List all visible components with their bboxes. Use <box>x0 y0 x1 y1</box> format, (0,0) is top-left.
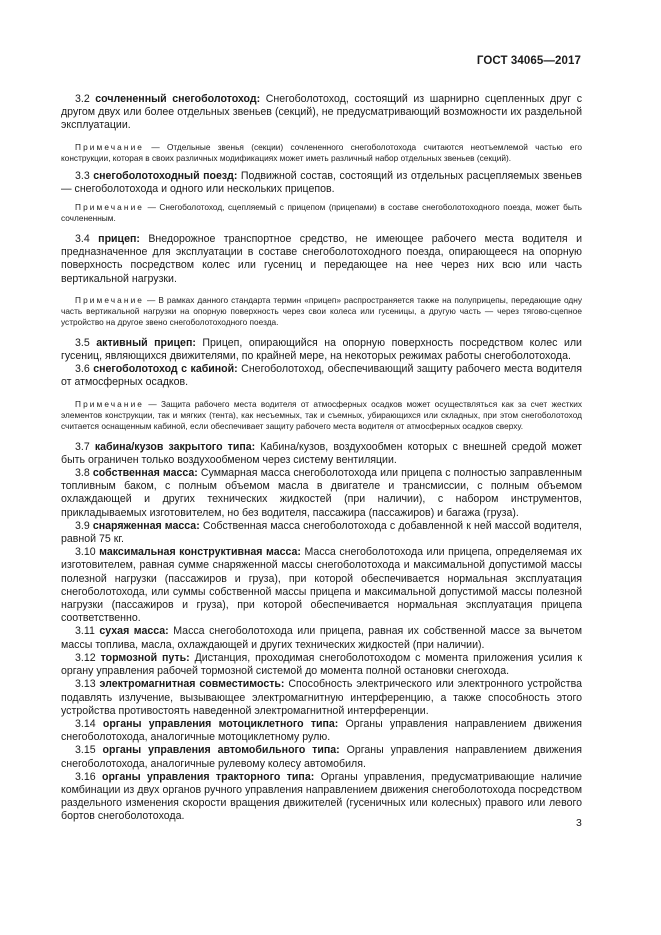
note-3-6: Примечание — Защита рабочего места водителя от атмосферных осадков может осуществляться как за счет жестких элементов конструкции, так и мягких (тента), как несъемных, так и съемных, убирающихся или складных, при этом снегоболотоход считается оснащенным кабиной, если обеспечивает защиту рабочего места водителя от атмосферных осадков сверху. <box>61 398 582 431</box>
term-3-2: 3.2 сочлененный снегоболотоход: Снегоболотоход, состоящий из шарнирно сцепленных друг с другом двух или более отдельных звеньев (секций), не предусматривающий возможности их раздельной эксплуатации. <box>61 93 582 132</box>
term-3-3: 3.3 снегоболотоходный поезд: Подвижной состав, состоящий из отдельных расцепляемых звеньев — снегоболотохода и одного или нескольких прицепов. <box>61 169 582 195</box>
term-3-16: 3.16 органы управления тракторного типа: Органы управления, предусматривающие наличие комбинации из двух органов ручного управления направлением движения снегоболотохода посредством раздельного изменения скорости вращения движителей (гусеничных или колесных) правого или левого бортов снегоболотохода. <box>61 770 582 823</box>
document-code: ГОСТ 34065—2017 <box>476 55 581 67</box>
term-3-5: 3.5 активный прицеп: Прицеп, опирающийся на опорную поверхность посредством колес или гусениц, являющихся движителями, по крайней мере, на некоторых режимах работы снегоболотохода. <box>61 336 582 363</box>
term-3-6: 3.6 снегоболотоход с кабиной: Снегоболотоход, обеспечивающий защиту рабочего места водителя от атмосферных осадков. <box>61 363 582 389</box>
term-3-15: 3.15 органы управления автомобильного типа: Органы управления направлением движения снегоболотохода, аналогичные рулевому колесу автомобиля. <box>61 744 582 770</box>
term-3-9: 3.9 снаряженная масса: Собственная масса снегоболотохода с добавленной к ней массой водителя, равной 75 кг. <box>61 519 582 546</box>
term-3-8: 3.8 собственная масса: Суммарная масса снегоболотохода или прицепа с полностью заправленным топливным баком, с полным объемом масла в двигателе и трансмиссии, с полным объемом охлаждающей и других технических жидкостей (при наличии), с набором инструментов, прикладываемых изготовителем, но без водителя, пассажира (пассажиров) и багажа (груза). <box>61 467 582 519</box>
term-3-12: 3.12 тормозной путь: Дистанция, проходимая снегоболотоходом с момента приложения усилия к органу управления рабочей тормозной системой до момента полной остановки снегохода. <box>61 651 582 678</box>
term-3-4: 3.4 прицеп: Внедорожное транспортное средство, не имеющее рабочего места водителя и предназначенное для эксплуатации в составе снегоболотоходного поезда, опирающееся на опорную поверхность посредством колес или гусениц и передающее на нее через них всю или часть вертикальной нагрузки. <box>61 233 582 285</box>
note-3-3: Примечание — Снегоболотоход, сцепляемый с прицепом (прицепами) в составе снегоболотоходного поезда, может быть сочлененным. <box>61 202 582 224</box>
term-3-10: 3.10 максимальная конструктивная масса: Масса снегоболотохода или прицепа, определяемая их изготовителем, равная сумме снаряженной массы снегоболотохода и максимальной допустимой массы полезной нагрузки (пассажиров и груза), при которой обеспечивается нормальная эксплуатация снегоболотохода, или суммы собственной массы прицепа и максимальной допустимой массы полезной нагрузки (пассажиров и груза), при которой обеспечивается нормальная эксплуатация прицепа соответственно. <box>61 546 582 625</box>
document-body <box>61 93 582 824</box>
page-number: 3 <box>576 817 582 829</box>
term-3-7: 3.7 кабина/кузов закрытого типа: Кабина/кузов, воздухообмен которых с внешней средой может быть ограничен только воздухообменом через систему вентиляции. <box>61 440 582 466</box>
term-3-13: 3.13 электромагнитная совместимость: Способность электрического или электронного устройства подавлять излучение, вызывающее электромагнитную интерференцию, а также способность этого устройства противостоять наведенной электромагнитной интерференции. <box>61 678 582 717</box>
term-3-11: 3.11 сухая масса: Масса снегоболотохода или прицепа, равная их собственной массе за вычетом массы топлива, масла, охлаждающей и других технических жидкостей (при наличии). <box>61 625 582 651</box>
term-3-14: 3.14 органы управления мотоциклетного типа: Органы управления направлением движения снегоболотохода, аналогичные мотоциклетному рулю. <box>61 717 582 744</box>
note-3-4: Примечание — В рамках данного стандарта термин «прицеп» распространяется также на полуприцепы, передающие одну часть вертикальной нагрузки на опорную поверхность через свои колеса или гусеницы, а другую часть — через тягово-сцепное устройство на другое звено снегоболотоходного поезда. <box>61 294 582 327</box>
note-3-2: Примечание — Отдельные звенья (секции) сочлененного снегоболотохода считаются неотъемлемой частью его конструкции, которая в своих различных модификациях может иметь различный набор отдельных звеньев (секций). <box>61 141 582 163</box>
